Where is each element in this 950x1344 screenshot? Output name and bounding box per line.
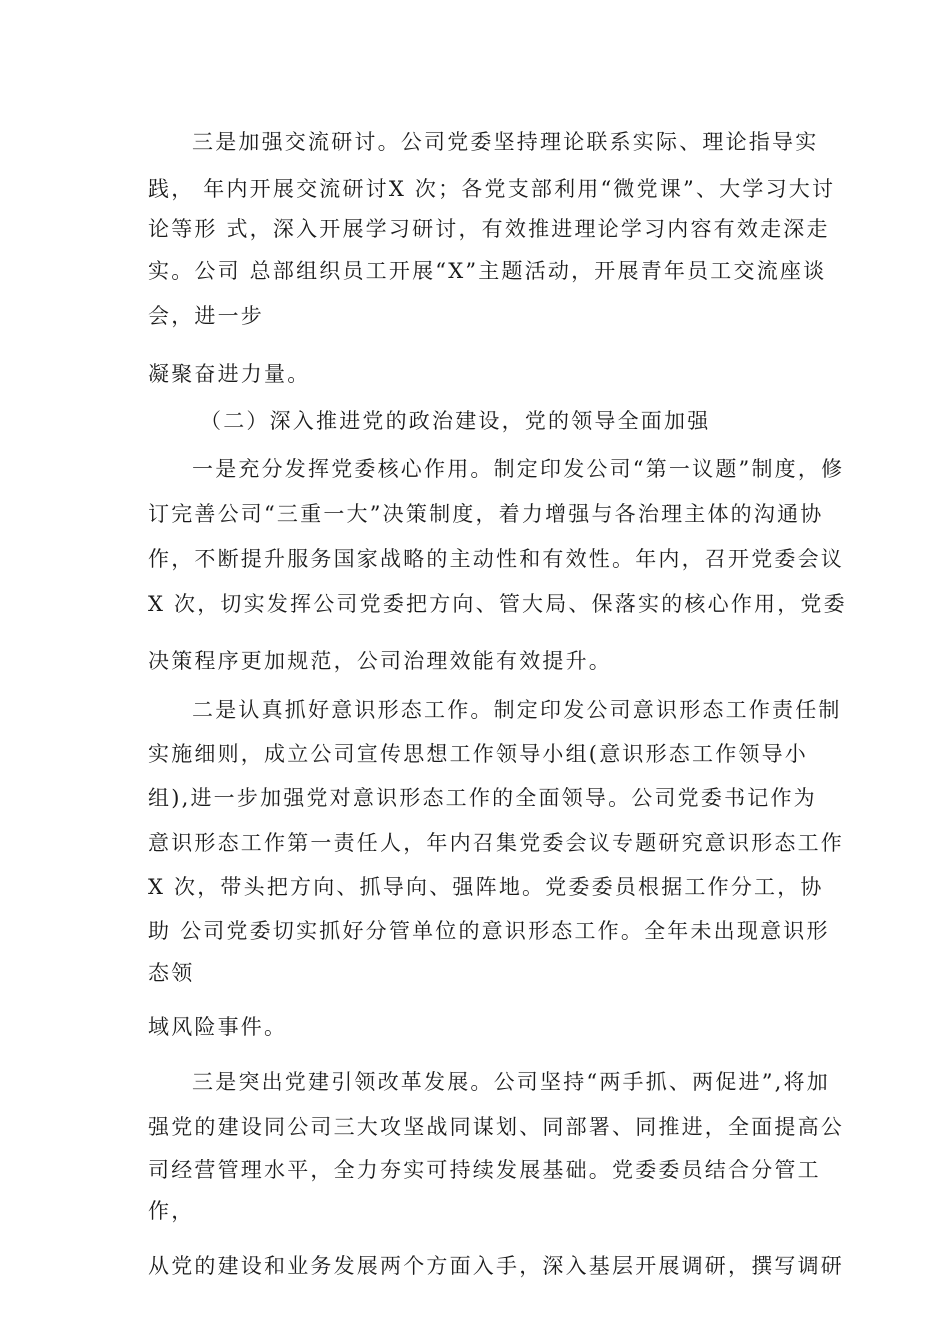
paragraph-line: 三是加强交流研讨。公司党委坚持理论联系实际、理论指导实: [192, 130, 819, 154]
paragraph-line: 三是突出党建引领改革发展。公司坚持“两手抓、两促进”,将加: [192, 1070, 830, 1094]
paragraph-line: 从党的建设和业务发展两个方面入手，深入基层开展调研，撰写调研: [148, 1254, 844, 1278]
paragraph-line: 实。公司 总部组织员工开展“X”主题活动，开展青年员工交流座谈: [148, 259, 827, 283]
paragraph-line: 作，: [148, 1199, 195, 1223]
paragraph-line: 践， 年内开展交流研讨X 次；各党支部利用“微党课”、大学习大讨: [148, 177, 836, 201]
paragraph-line: 订完善公司“三重一大”决策制度，着力增强与各治理主体的沟通协: [148, 502, 824, 526]
paragraph-line: 强党的建设同公司三大攻坚战同谋划、同部署、同推进，全面提高公: [148, 1115, 844, 1139]
paragraph-line: 一是充分发挥党委核心作用。制定印发公司“第一议题”制度，修: [192, 457, 845, 481]
paragraph-line: 凝聚奋进力量。: [148, 362, 311, 386]
paragraph-line: 二是认真抓好意识形态工作。制定印发公司意识形态工作责任制: [192, 698, 842, 722]
paragraph-line: 会，进一步: [148, 304, 264, 328]
paragraph-line: 论等形 式，深入开展学习研讨，有效推进理论学习内容有效走深走: [148, 217, 830, 241]
paragraph-line: 态领: [148, 961, 195, 985]
paragraph-line: X 次，切实发挥公司党委把方向、管大局、保落实的核心作用，党委: [148, 592, 847, 616]
section-heading: （二）深入推进党的政治建设，党的领导全面加强: [200, 409, 711, 433]
paragraph-line: 意识形态工作第一责任人，年内召集党委会议专题研究意识形态工作: [148, 831, 844, 855]
paragraph-line: 助 公司党委切实抓好分管单位的意识形态工作。全年未出现意识形: [148, 919, 830, 943]
paragraph-line: X 次，带头把方向、抓导向、强阵地。党委委员根据工作分工，协: [148, 875, 824, 899]
paragraph-line: 决策程序更加规范，公司治理效能有效提升。: [148, 649, 612, 673]
paragraph-line: 司经营管理水平，全力夯实可持续发展基础。党委委员结合分管工: [148, 1158, 821, 1182]
paragraph-line: 实施细则，成立公司宣传思想工作领导小组(意识形态工作领导小: [148, 742, 808, 766]
paragraph-line: 作，不断提升服务国家战略的主动性和有效性。年内，召开党委会议: [148, 547, 844, 571]
paragraph-line: 组),进一步加强党对意识形态工作的全面领导。公司党委书记作为: [148, 786, 817, 810]
paragraph-line: 域风险事件。: [148, 1015, 288, 1039]
